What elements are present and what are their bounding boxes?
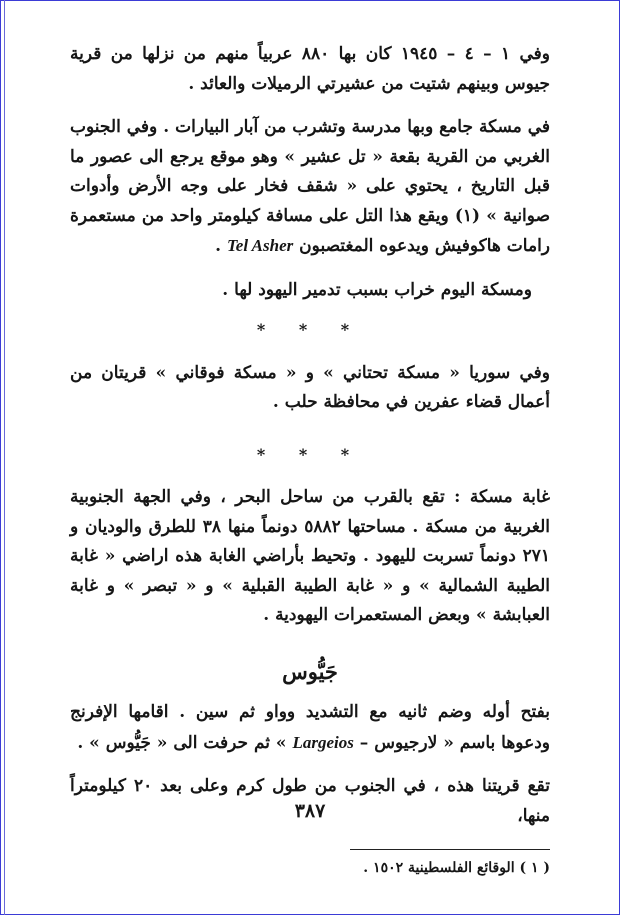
paragraph-tell-asher-end: . [215,236,222,256]
paragraph-population: وفي ١ – ٤ – ١٩٤٥ كان بها ٨٨٠ عربياً منهم من نزلها من قرية جيوس وبينهم شتيت من عشيرتي الرميلات والعائد . [70,44,550,94]
paragraph-etymology-text: بفتح أوله وضم ثانيه مع التشديد وواو ثم سين . اقامها الإفرنج ودعوها باسم « لارجيوس – [70,702,550,753]
footnote-rule [350,849,550,850]
separator-stars-1: * * * [256,320,364,339]
paragraph-destruction: ومسكة اليوم خراب بسبب تدمير اليهود لها . [222,279,532,300]
frame-inner-line [4,0,5,915]
page-body [70,40,550,884]
latin-tel-asher: Tel Asher [226,236,294,255]
separator-stars-2: * * * [256,444,364,464]
paragraph-tell-asher [70,113,550,262]
page-number: ٣٨٧ [294,800,326,822]
paragraph-tell-asher-text: في مسكة جامع وبها مدرسة وتشرب من آبار البيارات . وفي الجنوب الغربي من القرية بقعة « تل عشير » وهو موقع يرجع الى عصور ما قبل التاريخ ، يحتوي على « شقف فخار على وجه الأرض وأدوات صوانية » (١) ويقع هذا التل على مسافة كيلومتر واحد من مستعمرة رامات هاكوفيش ويدعوه المغتصبون [70,117,550,256]
paragraph-forest: غابة مسكة : تقع بالقرب من ساحل البحر ، وفي الجهة الجنوبية الغربية من مسكة . مساحتها ٥٨٨٢ دونماً منها ٣٨ للطرق والوديان و ٢٧١ دونماً تسربت لليهود . وتحيط بأراضي الغابة هذه اراضي « غابة الطيبة الشمالية » و « غابة الطيبة القبلية » و « تبصر » و غابة العبابشة » وبعض المستعمرات اليهودية . [70,487,550,625]
paragraph-etymology-end: » ثم حرفت الى « جَيُّوس » . [77,732,287,753]
footnote: ( ١ ) الوقائع الفلسطينية ١٥٠٢ . [363,860,550,876]
paragraph-location: تقع قريتنا هذه ، في الجنوب من طول كرم وعلى بعد ٢٠ كيلومتراً منها، [70,776,551,826]
paragraph-syria: وفي سوريا « مسكة تحتاني » و « مسكة فوقاني » قريتان من أعمال قضاء عفرين في محافظة حلب . [70,362,550,412]
paragraph-etymology [70,698,550,758]
section-heading: جَيُّوس [282,658,338,684]
latin-largeios: Largeios [292,732,354,752]
